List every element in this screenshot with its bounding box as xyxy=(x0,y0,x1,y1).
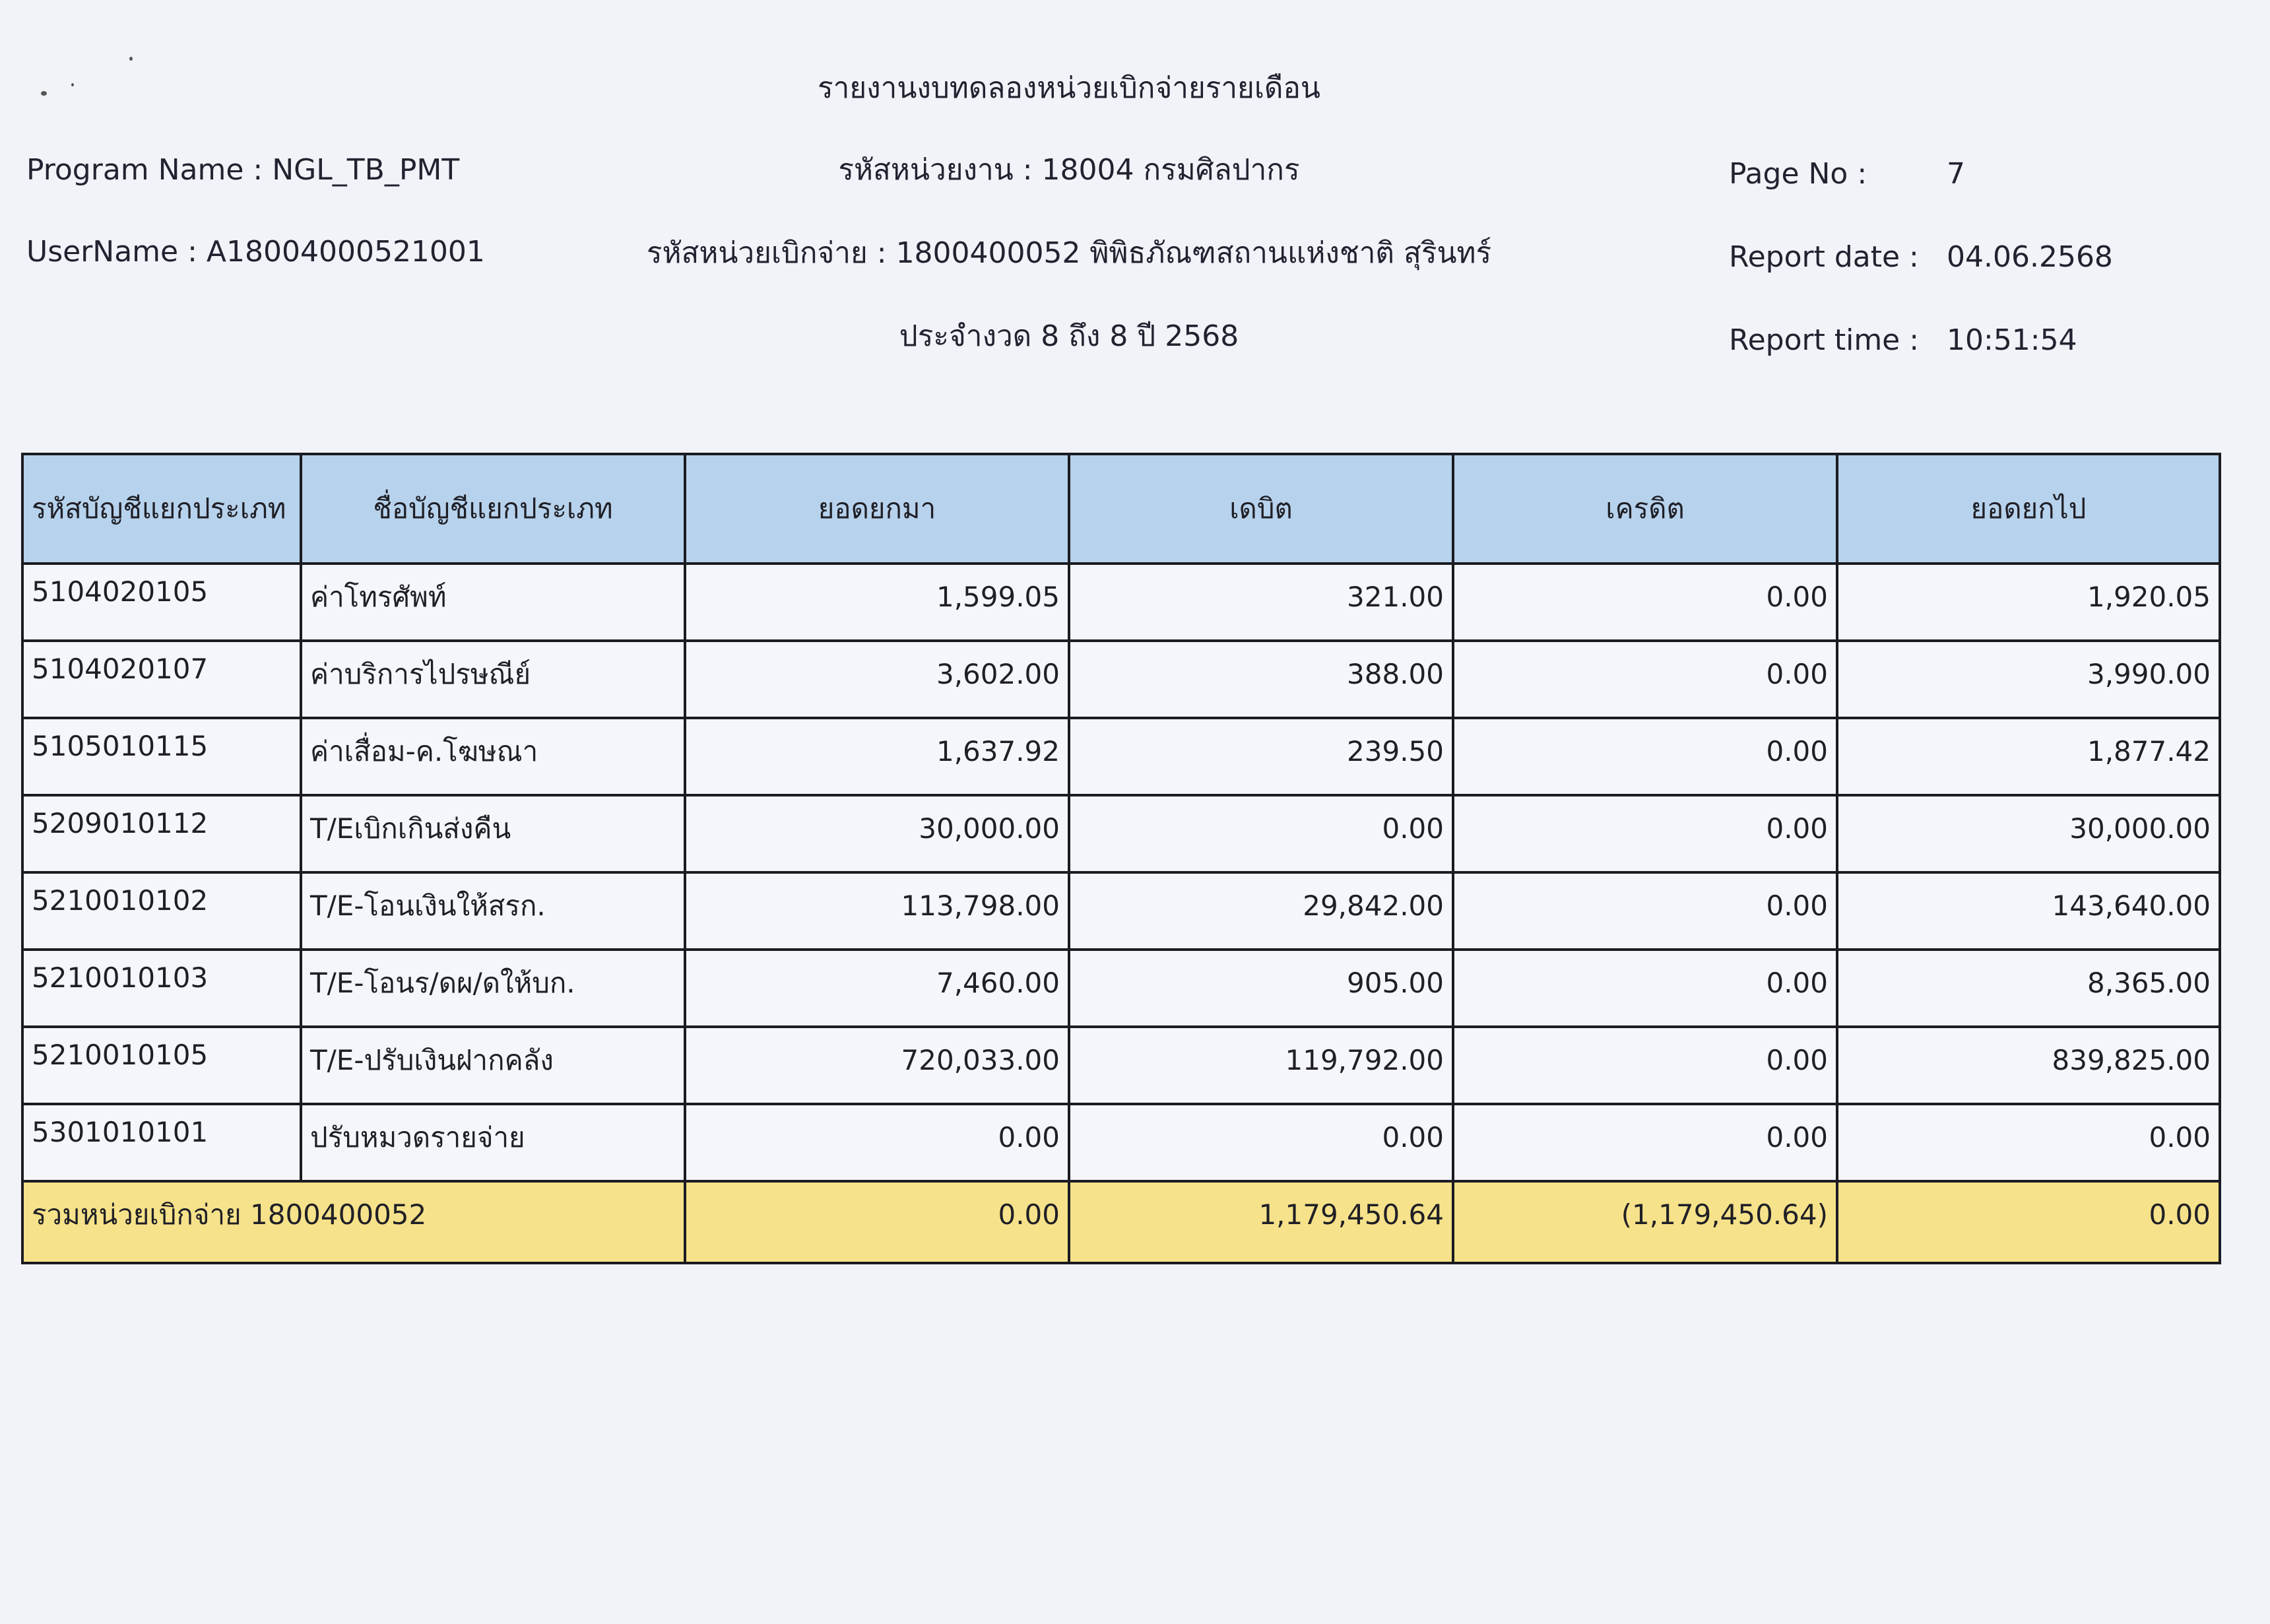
account-code-cell: 5104020107 xyxy=(22,641,301,718)
carried-forward-cell: 839,825.00 xyxy=(1837,1027,2220,1104)
brought-forward-cell: 3,602.00 xyxy=(685,641,1069,718)
account-name-cell: T/E-โอนเงินให้สรก. xyxy=(301,872,685,950)
column-header-carried-forward: ยอดยกไป xyxy=(1837,454,2220,564)
column-header-account-name: ชื่อบัญชีแยกประเภท xyxy=(301,454,685,564)
brought-forward-cell: 30,000.00 xyxy=(685,795,1069,872)
period-line: ประจำงวด 8 ถึง 8 ปี 2568 xyxy=(899,319,1239,353)
account-name-cell: ค่าบริการไปรษณีย์ xyxy=(301,641,685,718)
account-code-cell: 5105010115 xyxy=(22,718,301,795)
account-code-cell: 5209010112 xyxy=(22,795,301,872)
credit-cell: 0.00 xyxy=(1453,795,1837,872)
credit-cell: 0.00 xyxy=(1453,1104,1837,1181)
column-header-credit: เครดิต xyxy=(1453,454,1837,564)
account-name-cell: ค่าโทรศัพท์ xyxy=(301,564,685,641)
report-date-value: 04.06.2568 xyxy=(1947,240,2113,274)
column-header-brought-forward: ยอดยกมา xyxy=(685,454,1069,564)
credit-cell: 0.00 xyxy=(1453,564,1837,641)
carried-forward-cell: 0.00 xyxy=(1837,1104,2220,1181)
total-row xyxy=(22,1181,2220,1263)
credit-cell: 0.00 xyxy=(1453,1027,1837,1104)
brought-forward-cell: 1,637.92 xyxy=(685,718,1069,795)
table-header-row xyxy=(22,454,2220,564)
account-name-cell: T/Eเบิกเกินส่งคืน xyxy=(301,795,685,872)
agency-line: รหัสหน่วยงาน : 18004 กรมศิลปากร xyxy=(838,153,1300,187)
debit-cell: 0.00 xyxy=(1069,1104,1453,1181)
account-name-cell: ปรับหมวดรายจ่าย xyxy=(301,1104,685,1181)
account-name-cell: T/E-โอนร/ดผ/ดให้บก. xyxy=(301,950,685,1027)
total-debit-cell: 1,179,450.64 xyxy=(1069,1181,1453,1263)
credit-cell: 0.00 xyxy=(1453,641,1837,718)
carried-forward-cell: 1,920.05 xyxy=(1837,564,2220,641)
column-header-account-code: รหัสบัญชีแยกประเภท xyxy=(22,454,301,564)
account-name-cell: ค่าเสื่อม-ค.โฆษณา xyxy=(301,718,685,795)
total-label-cell: รวมหน่วยเบิกจ่าย 1800400052 xyxy=(22,1181,685,1263)
brought-forward-cell: 113,798.00 xyxy=(685,872,1069,950)
account-code-cell: 5301010101 xyxy=(22,1104,301,1181)
table-row xyxy=(22,872,2220,950)
table-row xyxy=(22,1027,2220,1104)
carried-forward-cell: 3,990.00 xyxy=(1837,641,2220,718)
account-code-cell: 5104020105 xyxy=(22,564,301,641)
user-name: UserName : A18004000521001 xyxy=(26,235,485,269)
program-name: Program Name : NGL_TB_PMT xyxy=(26,153,460,187)
disbursement-unit-line: รหัสหน่วยเบิกจ่าย : 1800400052 พิพิธภัณฑสถานแห่งชาติ สุรินทร์ xyxy=(646,236,1492,270)
scan-speck xyxy=(129,57,133,61)
brought-forward-cell: 1,599.05 xyxy=(685,564,1069,641)
brought-forward-cell: 0.00 xyxy=(685,1104,1069,1181)
debit-cell: 119,792.00 xyxy=(1069,1027,1453,1104)
debit-cell: 0.00 xyxy=(1069,795,1453,872)
page-no-value: 7 xyxy=(1947,157,1965,191)
account-code-cell: 5210010105 xyxy=(22,1027,301,1104)
debit-cell: 321.00 xyxy=(1069,564,1453,641)
table-row xyxy=(22,718,2220,795)
report-time-value: 10:51:54 xyxy=(1947,323,2077,357)
total-carried-forward-cell: 0.00 xyxy=(1837,1181,2220,1263)
total-credit-cell: (1,179,450.64) xyxy=(1453,1181,1837,1263)
debit-cell: 905.00 xyxy=(1069,950,1453,1027)
carried-forward-cell: 1,877.42 xyxy=(1837,718,2220,795)
table-row xyxy=(22,795,2220,872)
column-header-debit: เดบิต xyxy=(1069,454,1453,564)
account-name-cell: T/E-ปรับเงินฝากคลัง xyxy=(301,1027,685,1104)
trial-balance-table xyxy=(21,453,2221,1264)
carried-forward-cell: 8,365.00 xyxy=(1837,950,2220,1027)
carried-forward-cell: 143,640.00 xyxy=(1837,872,2220,950)
report-date-label: Report date : xyxy=(1729,240,1919,274)
debit-cell: 29,842.00 xyxy=(1069,872,1453,950)
brought-forward-cell: 720,033.00 xyxy=(685,1027,1069,1104)
debit-cell: 239.50 xyxy=(1069,718,1453,795)
table-row xyxy=(22,1104,2220,1181)
account-code-cell: 5210010103 xyxy=(22,950,301,1027)
page-no-label: Page No : xyxy=(1729,157,1867,191)
account-code-cell: 5210010102 xyxy=(22,872,301,950)
table-row xyxy=(22,641,2220,718)
table-row xyxy=(22,564,2220,641)
total-brought-forward-cell: 0.00 xyxy=(685,1181,1069,1263)
credit-cell: 0.00 xyxy=(1453,718,1837,795)
carried-forward-cell: 30,000.00 xyxy=(1837,795,2220,872)
report-time-label: Report time : xyxy=(1729,323,1920,357)
report-title: รายงานงบทดลองหน่วยเบิกจ่ายรายเดือน xyxy=(818,71,1320,105)
credit-cell: 0.00 xyxy=(1453,950,1837,1027)
debit-cell: 388.00 xyxy=(1069,641,1453,718)
table-row xyxy=(22,950,2220,1027)
brought-forward-cell: 7,460.00 xyxy=(685,950,1069,1027)
credit-cell: 0.00 xyxy=(1453,872,1837,950)
